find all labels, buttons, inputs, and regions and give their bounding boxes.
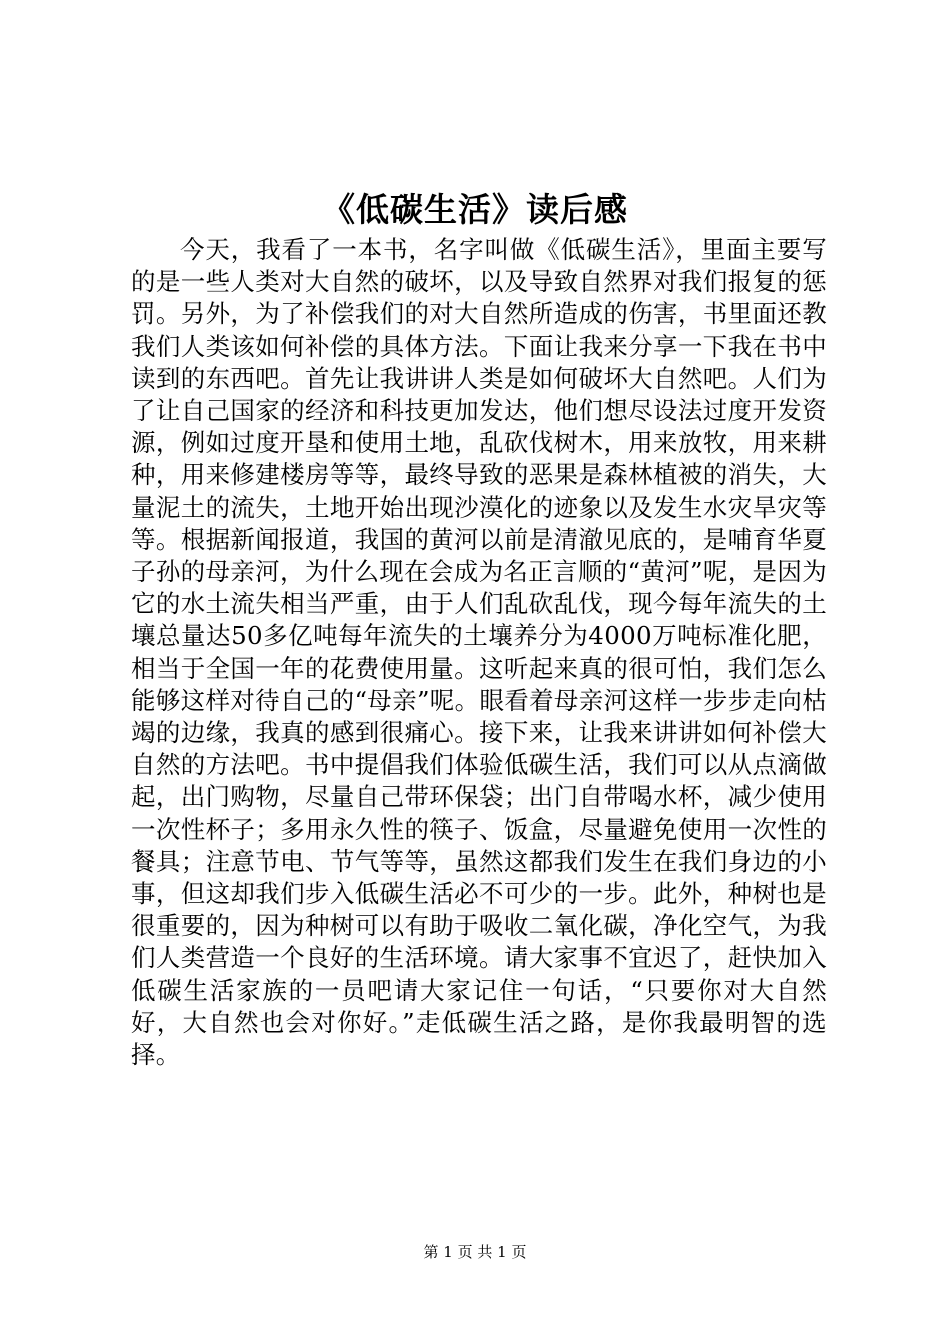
body-paragraph: 今天，我看了一本书，名字叫做《低碳生活》，里面主要写的是一些人类对大自然的破坏，以及导致自然界对我们报复的惩罚。另外，为了补偿我们的对大自然所造成的伤害，书里面还教我们人类该如何补偿的具体方法。下面让我来分享一下我在书中读到的东西吧。首先让我讲讲人类是如何破坏大自然吧。人们为了让自己国家的经济和科技更加发达，他们想尽设法过度开发资源，例如过度开垦和使用土地，乱砍伐树木，用来放牧，用来耕种，用来修建楼房等等，最终导致的恶果是森林植被的消失，大量泥土的流失，土地开始出现沙漠化的迹象以及发生水灾旱灾等等。根据新闻报道，我国的黄河以前是清澈见底的，是哺育华夏子孙的母亲河，为什么现在会成为名正言顺的“黄河”呢，是因为它的水土流失相当严重，由于人们乱砍乱伐，现今每年流失的土壤总量达50多亿吨每年流失的土壤养分为4000万吨标准化肥，相当于全国一年的花费使用量。这听起来真的很可怕，我们怎么能够这样对待自己的“母亲”呢。眼看着母亲河这样一步步走向枯竭的边缘，我真的感到很痛心。接下来，让我来讲讲如何补偿大自然的方法吧。书中提倡我们体验低碳生活，我们可以从点滴做起，出门购物，尽量自己带环保袋；出门自带喝水杯，减少使用一次性杯子；多用永久性的筷子、饭盒，尽量避免使用一次性的餐具；注意节电、节气等等，虽然这都我们发生在我们身边的小事，但这却我们步入低碳生活必不可少的一步。此外，种树也是很重要的，因为种树可以有助于吸收二氧化碳，净化空气，为我们人类营造一个良好的生活环境。请大家事不宜迟了，赶快加入低碳生活家族的一员吧请大家记住一句话，“只要你对大自然好，大自然也会对你好。”走低碳生活之路，是你我最明智的选择。 [131, 235, 827, 1070]
document-title: 《低碳生活》读后感 [322, 190, 628, 229]
page-number-footer: 第 1 页 共 1 页 [423, 1243, 527, 1261]
